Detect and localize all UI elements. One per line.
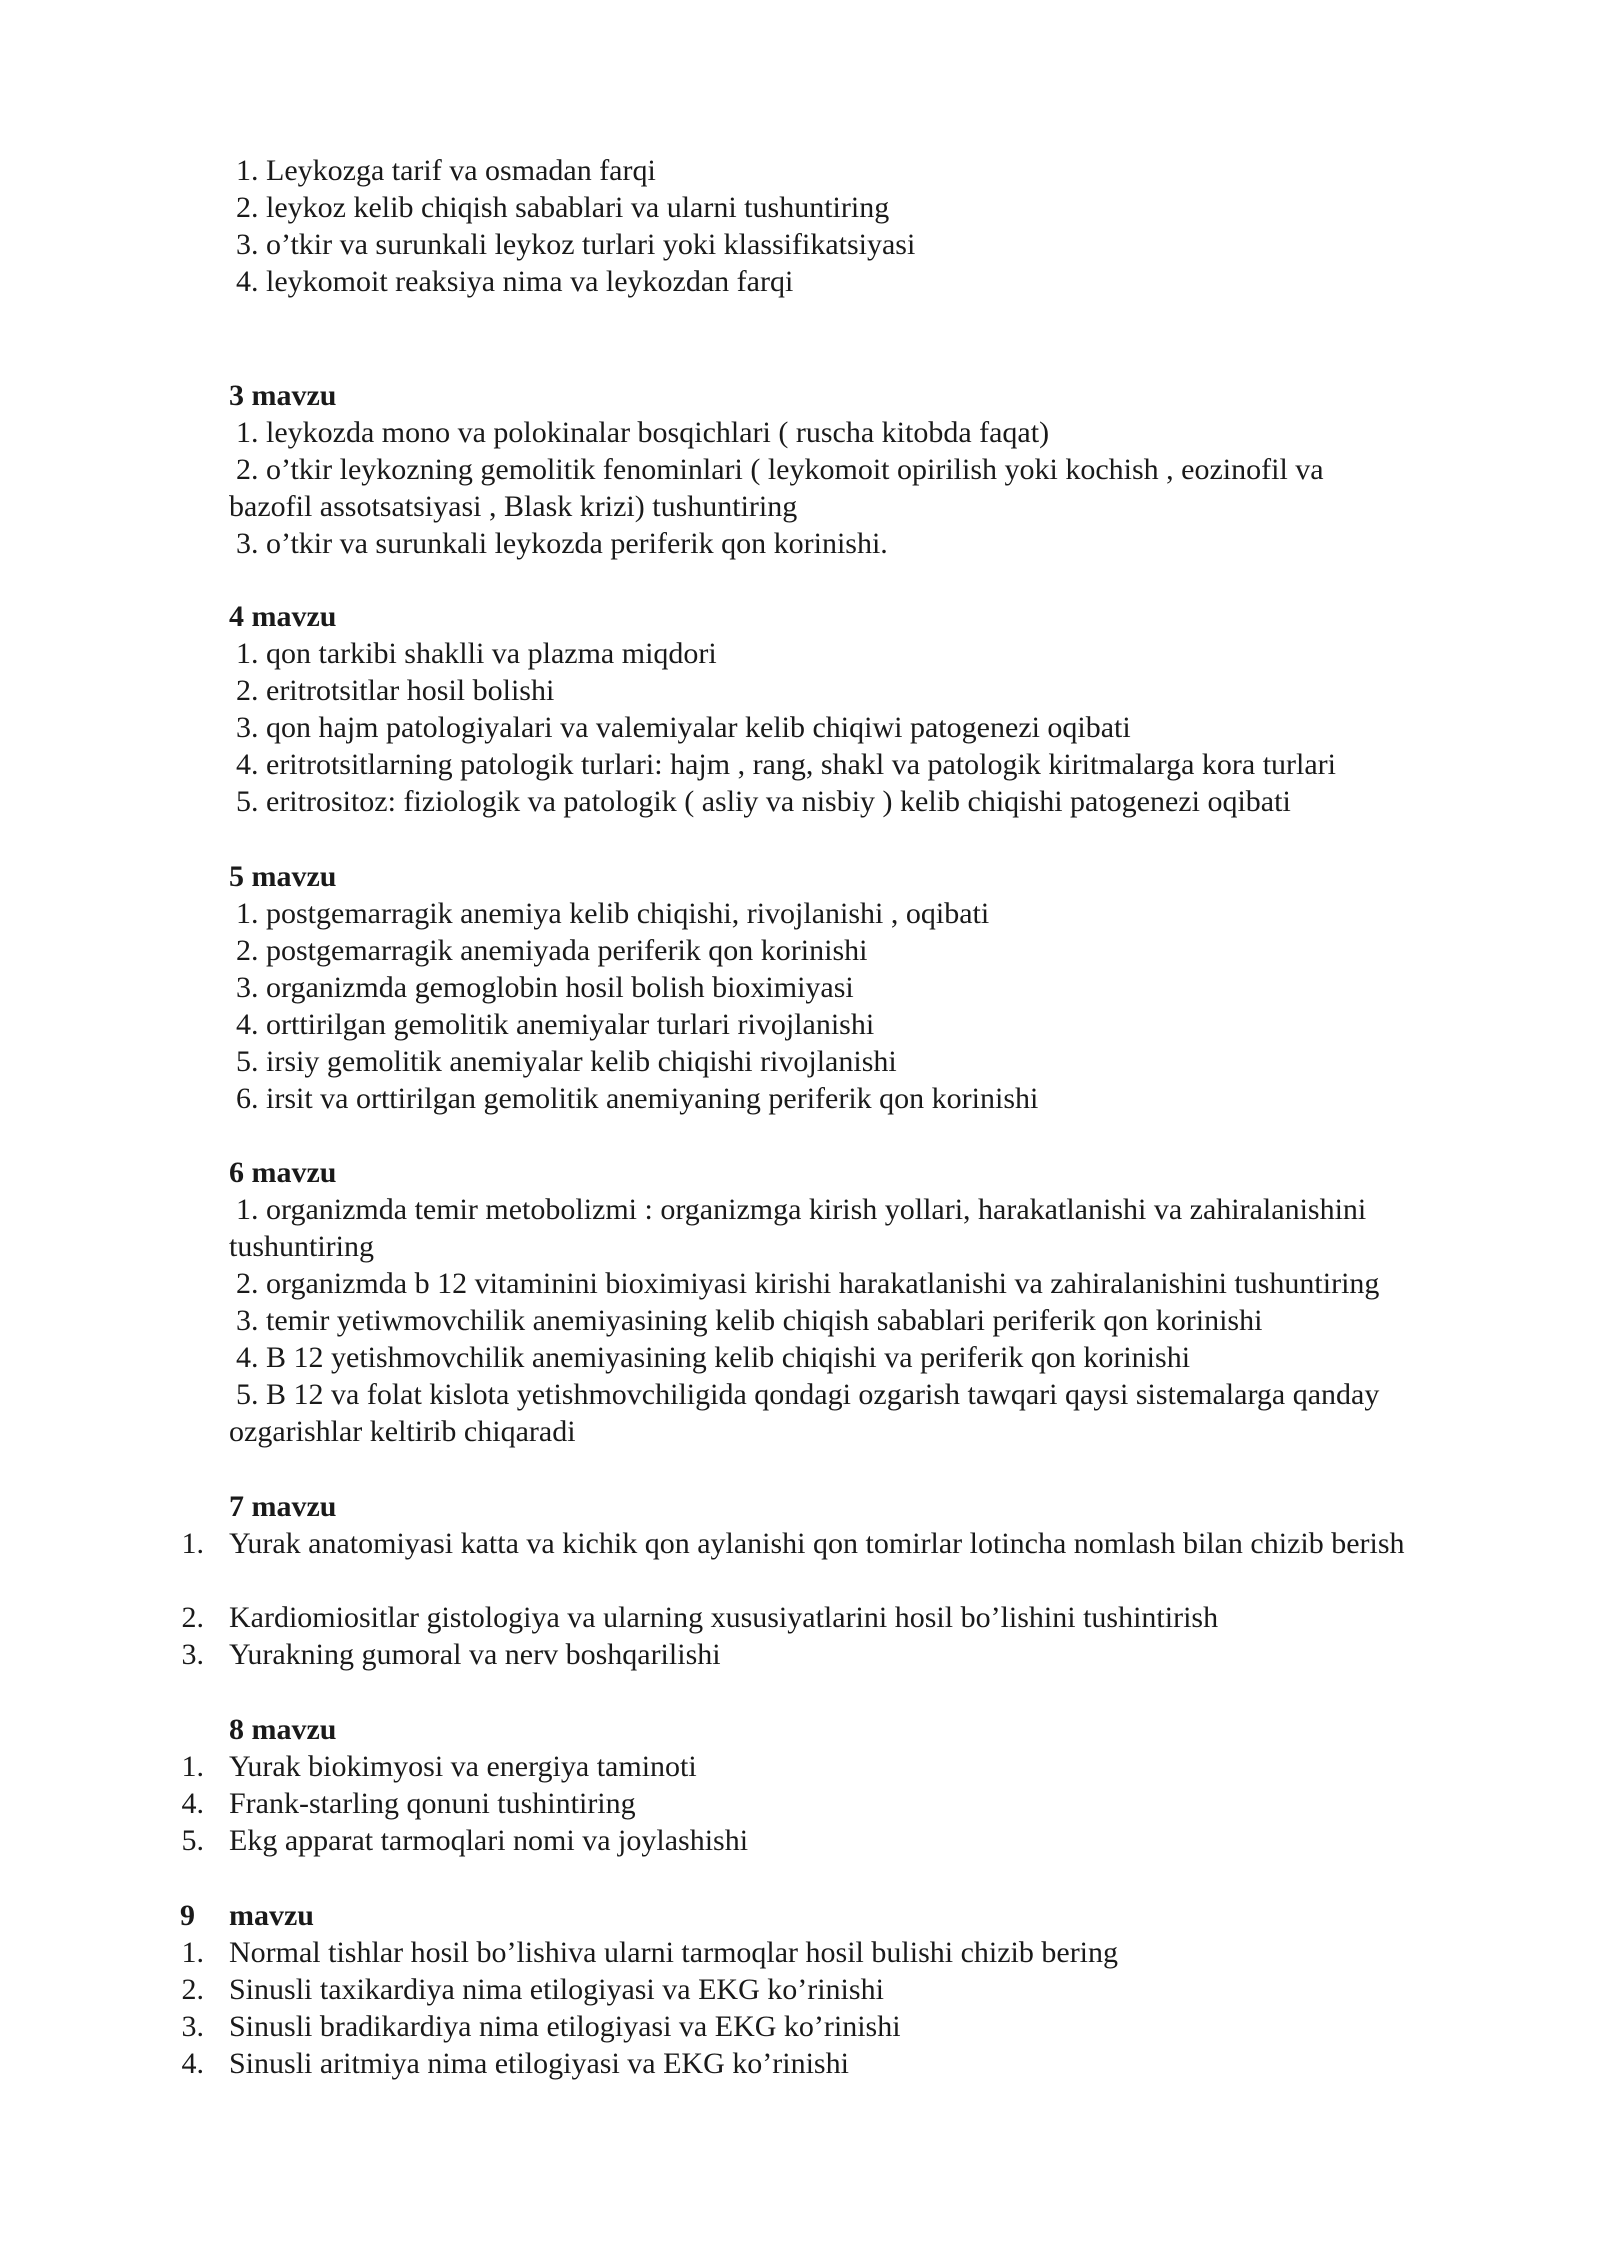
list-item: Kardiomiositlar gistologiya va ularning xususiyatlarini hosil bo’lishini tushintirish <box>229 1601 1219 1634</box>
section-title: 4 mavzu <box>229 600 337 633</box>
list-item: Ekg apparat tarmoqlari nomi va joylashishi <box>229 1824 749 1857</box>
list-item: Yurak biokimyosi va energiya taminoti <box>229 1750 697 1783</box>
list-number: 5. <box>181 1824 204 1857</box>
list-item: 5. eritrositoz: fiziologik va patologik ( asliy va nisbiy ) kelib chiqishi patogenezi oqibati <box>236 785 1291 818</box>
list-item: Sinusli bradikardiya nima etilogiyasi va EKG ko’rinishi <box>229 2010 901 2043</box>
list-item: 3. o’tkir va surunkali leykozda periferik qon korinishi. <box>236 527 888 560</box>
list-item: 6. irsit va orttirilgan gemolitik anemiyaning periferik qon korinishi <box>236 1082 1039 1115</box>
list-item: 2. eritrotsitlar hosil bolishi <box>236 674 555 707</box>
section-title: 8 mavzu <box>229 1713 337 1746</box>
list-item: Frank-starling qonuni tushintiring <box>229 1787 636 1820</box>
list-item: 1. leykozda mono va polokinalar bosqichlari ( ruscha kitobda faqat) <box>236 416 1050 449</box>
list-item: 2. o’tkir leykozning gemolitik fenominlari ( leykomoit opirilish yoki kochish , eozinofil va <box>236 453 1324 486</box>
list-item: 3. temir yetiwmovchilik anemiyasining kelib chiqish sabablari periferik qon korinishi <box>236 1304 1263 1337</box>
list-item: 3. qon hajm patologiyalari va valemiyalar kelib chiqiwi patogenezi oqibati <box>236 711 1131 744</box>
list-item: 4. orttirilgan gemolitik anemiyalar turlari rivojlanishi <box>236 1008 875 1041</box>
list-item: 1. postgemarragik anemiya kelib chiqishi, rivojlanishi , oqibati <box>236 897 990 930</box>
list-item: Normal tishlar hosil bo’lishiva ularni tarmoqlar hosil bulishi chizib bering <box>229 1936 1119 1969</box>
list-number: 3. <box>181 1638 204 1671</box>
list-number: 4. <box>181 1787 204 1820</box>
section-title: 5 mavzu <box>229 860 337 893</box>
list-item: 4. B 12 yetishmovchilik anemiyasining kelib chiqishi va periferik qon korinishi <box>236 1341 1191 1374</box>
list-number: 1. <box>181 1936 204 1969</box>
section-title: 7 mavzu <box>229 1490 337 1523</box>
list-item-continuation: tushuntiring <box>229 1230 375 1263</box>
list-number: 2. <box>181 1973 204 2006</box>
list-item: 2. leykoz kelib chiqish sabablari va ularni tushuntiring <box>236 191 890 224</box>
list-item-continuation: bazofil assotsatsiyasi , Blask krizi) tushuntiring <box>229 490 798 523</box>
list-item: 5. B 12 va folat kislota yetishmovchiligida qondagi ozgarish tawqari qaysi sistemalarga qanday <box>236 1378 1380 1411</box>
list-item: 4. leykomoit reaksiya nima va leykozdan farqi <box>236 265 794 298</box>
section-number: 9 <box>180 1899 195 1932</box>
section-title: mavzu <box>229 1899 314 1932</box>
list-item: 3. organizmda gemoglobin hosil bolish bioximiyasi <box>236 971 854 1004</box>
list-item: 1. qon tarkibi shaklli va plazma miqdori <box>236 637 717 670</box>
list-item: Yurak anatomiyasi katta va kichik qon aylanishi qon tomirlar lotincha nomlash bilan chizib berish <box>229 1527 1405 1560</box>
list-item: 3. o’tkir va surunkali leykoz turlari yoki klassifikatsiyasi <box>236 228 916 261</box>
list-item: 2. postgemarragik anemiyada periferik qon korinishi <box>236 934 868 967</box>
list-item: 1. Leykozga tarif va osmadan farqi <box>236 154 656 187</box>
list-item: 5. irsiy gemolitik anemiyalar kelib chiqishi rivojlanishi <box>236 1045 897 1078</box>
list-item: 2. organizmda b 12 vitaminini bioximiyasi kirishi harakatlanishi va zahiralanishini tushuntiring <box>236 1267 1380 1300</box>
list-item: 1. organizmda temir metobolizmi : organizmga kirish yollari, harakatlanishi va zahiralanishini <box>236 1193 1367 1226</box>
list-number: 3. <box>181 2010 204 2043</box>
section-title: 3 mavzu <box>229 379 337 412</box>
list-number: 1. <box>181 1750 204 1783</box>
list-number: 4. <box>181 2047 204 2080</box>
list-item: 4. eritrotsitlarning patologik turlari: hajm , rang, shakl va patologik kiritmalarga kora turlari <box>236 748 1336 781</box>
list-number: 1. <box>181 1527 204 1560</box>
list-item-continuation: ozgarishlar keltirib chiqaradi <box>229 1415 576 1448</box>
list-item: Sinusli taxikardiya nima etilogiyasi va EKG ko’rinishi <box>229 1973 884 2006</box>
list-number: 2. <box>181 1601 204 1634</box>
section-title: 6 mavzu <box>229 1156 337 1189</box>
list-item: Sinusli aritmiya nima etilogiyasi va EKG ko’rinishi <box>229 2047 849 2080</box>
list-item: Yurakning gumoral va nerv boshqarilishi <box>229 1638 721 1671</box>
